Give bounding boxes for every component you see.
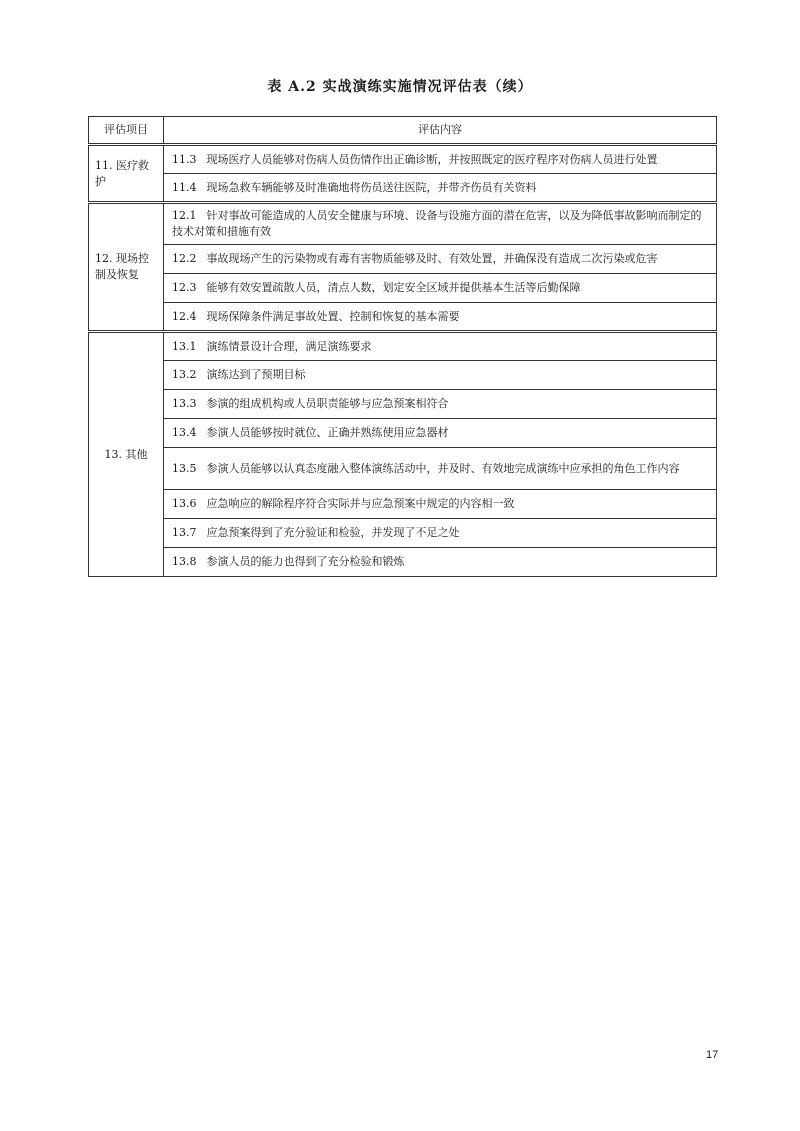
item-number: 12.4 xyxy=(172,309,197,323)
item-text: 参演的组成机构或人员职责能够与应急预案相符合 xyxy=(206,397,449,410)
item-number: 12.3 xyxy=(172,281,197,294)
item-text: 应急预案得到了充分验证和检验，并发现了不足之处 xyxy=(206,526,460,539)
table-cell-item xyxy=(164,361,717,390)
page-number: 17 xyxy=(706,1049,719,1061)
evaluation-table xyxy=(88,116,717,577)
table-title: 表 A.2 实战演练实施情况评估表（续） xyxy=(267,79,533,95)
table-row xyxy=(89,548,717,577)
table-cell-item xyxy=(164,145,717,174)
table-row xyxy=(89,245,717,274)
item-number: 13.4 xyxy=(172,426,197,439)
table-row xyxy=(89,303,717,332)
item-number: 13.3 xyxy=(172,397,197,410)
table-cell-item xyxy=(164,419,717,448)
category-site-control: 12. 现场控制及恢复 xyxy=(89,203,164,332)
header-evaluation-content: 评估内容 xyxy=(164,117,717,145)
header-evaluation-item: 评估项目 xyxy=(89,117,164,145)
item-number: 13.8 xyxy=(172,555,197,568)
table-row xyxy=(89,490,717,519)
table-row xyxy=(89,419,717,448)
table-cell-item xyxy=(164,203,717,245)
item-number: 13.1 xyxy=(172,339,197,353)
item-text: 针对事故可能造成的人员安全健康与环境、设备与设施方面的潜在危害，以及为降低事故影响而制定的技术对策和措施有效 xyxy=(172,209,702,238)
item-text: 参演人员能够按时就位、正确并熟练使用应急器材 xyxy=(206,426,449,439)
table-cell-item xyxy=(164,174,717,203)
item-number: 13.2 xyxy=(172,368,197,381)
item-text: 现场医疗人员能够对伤病人员伤情作出正确诊断，并按照既定的医疗程序对伤病人员进行处置 xyxy=(206,152,658,166)
category-medical-rescue: 11. 医疗救护 xyxy=(89,145,164,203)
item-text: 演练情景设计合理，满足演练要求 xyxy=(206,339,372,353)
category-other: 13. 其他 xyxy=(89,332,164,577)
table-cell-item xyxy=(164,274,717,303)
table-row xyxy=(89,332,717,361)
table-cell-item xyxy=(164,548,717,577)
item-text: 参演人员能够以认真态度融入整体演练活动中，并及时、有效地完成演练中应承担的角色工作内容 xyxy=(206,461,680,475)
table-row xyxy=(89,203,717,245)
table-row xyxy=(89,145,717,174)
item-number: 12.1 xyxy=(172,209,197,222)
table-row xyxy=(89,448,717,490)
table-header-row xyxy=(89,117,717,145)
table-row xyxy=(89,174,717,203)
item-text: 应急响应的解除程序符合实际并与应急预案中规定的内容相一致 xyxy=(206,497,515,510)
item-text: 现场保障条件满足事故处置、控制和恢复的基本需要 xyxy=(206,309,460,323)
table-row xyxy=(89,390,717,419)
table-cell-item xyxy=(164,332,717,361)
item-text: 演练达到了预期目标 xyxy=(206,368,306,381)
table-row xyxy=(89,274,717,303)
item-number: 13.6 xyxy=(172,497,197,510)
item-number: 11.3 xyxy=(172,152,197,166)
item-text: 事故现场产生的污染物或有毒有害物质能够及时、有效处置，并确保没有造成二次污染或危害 xyxy=(206,252,658,265)
table-cell-item xyxy=(164,303,717,332)
item-number: 11.4 xyxy=(172,180,197,194)
item-number: 13.5 xyxy=(172,461,197,475)
table-cell-item xyxy=(164,245,717,274)
item-text: 参演人员的能力也得到了充分检验和锻炼 xyxy=(206,555,405,568)
table-cell-item xyxy=(164,448,717,490)
table-row xyxy=(89,519,717,548)
table-cell-item xyxy=(164,519,717,548)
item-text: 现场急救车辆能够及时准确地将伤员送往医院，并带齐伤员有关资料 xyxy=(206,180,537,194)
table-cell-item xyxy=(164,490,717,519)
item-number: 13.7 xyxy=(172,526,197,539)
table-cell-item xyxy=(164,390,717,419)
table-row xyxy=(89,361,717,390)
item-text: 能够有效安置疏散人员，清点人数，划定安全区域并提供基本生活等后勤保障 xyxy=(206,281,581,294)
item-number: 12.2 xyxy=(172,252,197,265)
